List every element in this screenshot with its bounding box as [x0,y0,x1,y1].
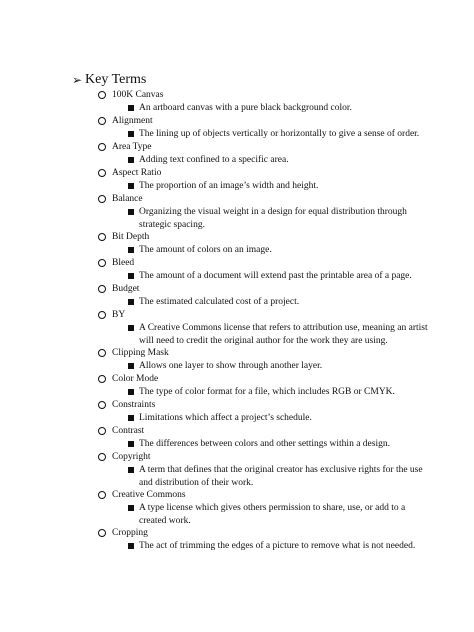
filled-square-bullet-icon [128,505,134,511]
term-row [98,257,428,270]
definition-row [98,502,428,527]
filled-square-bullet-icon [128,273,134,279]
term-item [98,89,428,115]
term-row [98,141,428,154]
hollow-circle-bullet-icon [98,427,106,435]
hollow-circle-bullet-icon [98,491,106,499]
term-label: Bleed [112,258,135,268]
term-item [98,451,428,489]
term-row [98,167,428,180]
term-row [98,527,428,540]
definition-row [98,464,428,489]
hollow-circle-bullet-icon [98,169,106,177]
term-row [98,115,428,128]
hollow-circle-bullet-icon [98,285,106,293]
definition-row [98,360,428,373]
term-row [98,399,428,412]
term-label: Constraints [112,400,156,410]
term-item [98,283,428,309]
definition-text: An artboard canvas with a pure black background color. [139,103,352,113]
definition-text: Limitations which affect a project’s schedule. [139,413,312,423]
definition-text: A Creative Commons license that refers to attribution use, meaning an artist will need to credit the original author for the work they are using. [139,323,428,346]
filled-square-bullet-icon [128,325,134,331]
hollow-circle-bullet-icon [98,401,106,409]
term-item [98,309,428,347]
term-label: Aspect Ratio [112,168,162,178]
term-label: Contrast [112,426,145,436]
definition-text: The proportion of an image’s width and height. [139,181,319,191]
filled-square-bullet-icon [128,299,134,305]
definition-row [98,322,428,347]
definition-text: Organizing the visual weight in a design for equal distribution through strategic spacing. [139,207,407,230]
definition-row [98,128,428,141]
key-terms-list [98,89,428,553]
filled-square-bullet-icon [128,157,134,163]
definition-text: The differences between colors and other settings within a design. [139,439,390,449]
definition-row [98,412,428,425]
filled-square-bullet-icon [128,441,134,447]
term-item [98,527,428,553]
term-label: Creative Commons [112,490,186,500]
term-item [98,425,428,451]
term-row [98,347,428,360]
definition-text: The amount of colors on an image. [139,245,272,255]
filled-square-bullet-icon [128,467,134,473]
term-label: Copyright [112,452,151,462]
hollow-circle-bullet-icon [98,143,106,151]
definition-text: The lining up of objects vertically or horizontally to give a sense of order. [139,129,420,139]
arrow-bullet-icon: ➢ [72,73,83,87]
hollow-circle-bullet-icon [98,91,106,99]
section-title: Key Terms [85,72,147,87]
term-item [98,231,428,257]
term-label: BY [112,310,126,320]
term-item [98,373,428,399]
hollow-circle-bullet-icon [98,375,106,383]
filled-square-bullet-icon [128,209,134,215]
term-label: Clipping Mask [112,348,169,358]
definition-text: The type of color format for a file, which includes RGB or CMYK. [139,387,395,397]
definition-row [98,206,428,231]
hollow-circle-bullet-icon [98,233,106,241]
term-row [98,231,428,244]
hollow-circle-bullet-icon [98,349,106,357]
hollow-circle-bullet-icon [98,453,106,461]
definition-text: A term that defines that the original creator has exclusive rights for the use and distribution of their work. [139,465,423,488]
term-item [98,399,428,425]
filled-square-bullet-icon [128,363,134,369]
definition-text: The estimated calculated cost of a project. [139,297,300,307]
definition-text: Adding text confined to a specific area. [139,155,289,165]
term-label: Bit Depth [112,232,150,242]
hollow-circle-bullet-icon [98,195,106,203]
term-label: Alignment [112,116,153,126]
definition-row [98,296,428,309]
filled-square-bullet-icon [128,131,134,137]
filled-square-bullet-icon [128,183,134,189]
definition-row [98,154,428,167]
term-item [98,489,428,527]
term-item [98,193,428,231]
term-row [98,425,428,438]
hollow-circle-bullet-icon [98,311,106,319]
term-row [98,283,428,296]
definition-text: The amount of a document will extend past the printable area of a page. [139,271,412,281]
definition-row [98,270,428,283]
term-item [98,167,428,193]
filled-square-bullet-icon [128,247,134,253]
term-row [98,373,428,386]
definition-row [98,102,428,115]
term-label: Budget [112,284,140,294]
filled-square-bullet-icon [128,543,134,549]
definition-text: The act of trimming the edges of a picture to remove what is not needed. [139,541,416,551]
term-label: 100K Canvas [112,90,164,100]
definition-row [98,180,428,193]
hollow-circle-bullet-icon [98,117,106,125]
definition-row [98,438,428,451]
term-row [98,193,428,206]
filled-square-bullet-icon [128,415,134,421]
term-label: Cropping [112,528,148,538]
term-item [98,115,428,141]
definition-row [98,540,428,553]
term-label: Color Mode [112,374,159,384]
term-item [98,141,428,167]
filled-square-bullet-icon [128,105,134,111]
term-row [98,489,428,502]
hollow-circle-bullet-icon [98,259,106,267]
filled-square-bullet-icon [128,389,134,395]
term-label: Balance [112,194,143,204]
term-row [98,309,428,322]
definition-row [98,244,428,257]
term-label: Area Type [112,142,152,152]
definition-text: Allows one layer to show through another layer. [139,361,323,371]
term-item [98,347,428,373]
definition-text: A type license which gives others permission to share, use, or add to a created work. [139,503,406,526]
hollow-circle-bullet-icon [98,529,106,537]
term-row [98,89,428,102]
term-item [98,257,428,283]
section-heading [72,71,146,89]
definition-row [98,386,428,399]
term-row [98,451,428,464]
